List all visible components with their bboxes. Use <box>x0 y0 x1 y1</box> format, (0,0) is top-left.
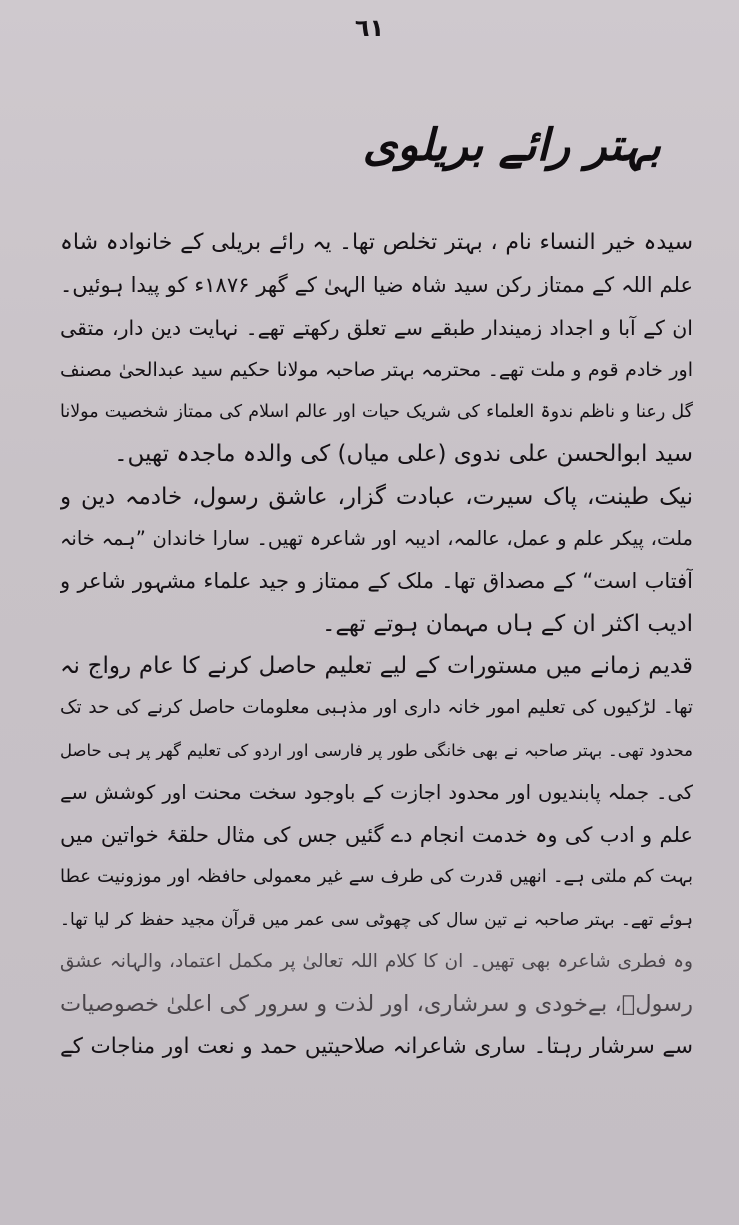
text-line: نیک طینت، پاک سیرت، عبادت گزار، عاشق رسول، خادمہ دین و <box>60 483 693 510</box>
text-line: سید ابوالحسن علی ندوی (علی میاں) کی والدہ ماجدہ تھیں۔ <box>114 441 693 468</box>
text-line: سے سرشار رہتا۔ ساری شاعرانہ صلاحیتیں حمد و نعت اور مناجات کے <box>60 1033 693 1059</box>
body-text <box>60 222 693 1068</box>
text-line: قدیم زمانے میں مستورات کے لیے تعلیم حاصل کرنے کا عام رواج نہ <box>60 652 693 679</box>
text-line: ہوئے تھے۔ بہتر صاحبہ نے تین سال کی چھوٹی سی عمر میں قرآن مجید حفظ کر لیا تھا۔ <box>60 909 693 930</box>
page-number: ٦١ <box>354 14 385 42</box>
text-line: آفتاب است“ کے مصداق تھا۔ ملک کے ممتاز و جید علماء مشہور شاعر و <box>60 569 693 594</box>
text-line: بہت کم ملتی ہے۔ انھیں قدرت کی طرف سے غیر معمولی حافظہ اور موزونیت عطا <box>60 866 693 888</box>
chapter-title: بہتر رائے بریلوی <box>362 120 661 171</box>
text-line: ادیب اکثر ان کے ہاں مہمان ہوتے تھے۔ <box>321 610 693 637</box>
text-line: سیدہ خیر النساء نام ، بہتر تخلص تھا۔ یہ رائے بریلی کے خانوادہ شاہ <box>60 230 693 255</box>
text-line: علم و ادب کی وہ خدمت انجام دے گئیں جس کی مثال حلقۂ خواتین میں <box>60 823 693 848</box>
text-line: گل رعنا و ناظم ندوۃ العلماء کی شریک حیات اور عالم اسلام کی ممتاز شخصیت مولانا <box>60 402 693 423</box>
text-line: اور خادم قوم و ملت تھے۔ محترمہ بہتر صاحبہ مولانا حکیم سید عبدالحیٰ مصنف <box>60 358 693 381</box>
text-line: رسولؐ، بےخودی و سرشاری، اور لذت و سرور کی اعلیٰ خصوصیات <box>60 991 693 1018</box>
text-line: ان کے آبا و اجداد زمیندار طبقے سے تعلق رکھتے تھے۔ نہایت دین دار، متقی <box>60 315 693 340</box>
text-line: ملت، پیکر علم و عمل، عالمہ، ادیبہ اور شاعرہ تھیں۔ سارا خاندان ”ہمہ خانہ <box>60 527 693 551</box>
text-line: محدود تھی۔ بہتر صاحبہ نے بھی خانگی طور پر فارسی اور اردو کی تعلیم گھر پر ہی حاصل <box>60 740 693 760</box>
text-line: علم اللہ کے ممتاز رکن سید شاہ ضیا الہیٰ کے گھر ۱۸۷۶ء کو پیدا ہوئیں۔ <box>60 273 693 298</box>
text-line: کی۔ جملہ پابندیوں اور محدود اجازت کے باوجود سخت محنت اور کوشش سے <box>60 780 693 804</box>
text-line: وہ فطری شاعرہ بھی تھیں۔ ان کا کلام اللہ تعالیٰ پر مکمل اعتماد، والہانہ عشق <box>60 951 693 973</box>
text-line: تھا۔ لڑکیوں کی تعلیم امور خانہ داری اور مذہبی معلومات حاصل کرنے کی حد تک <box>60 697 693 719</box>
